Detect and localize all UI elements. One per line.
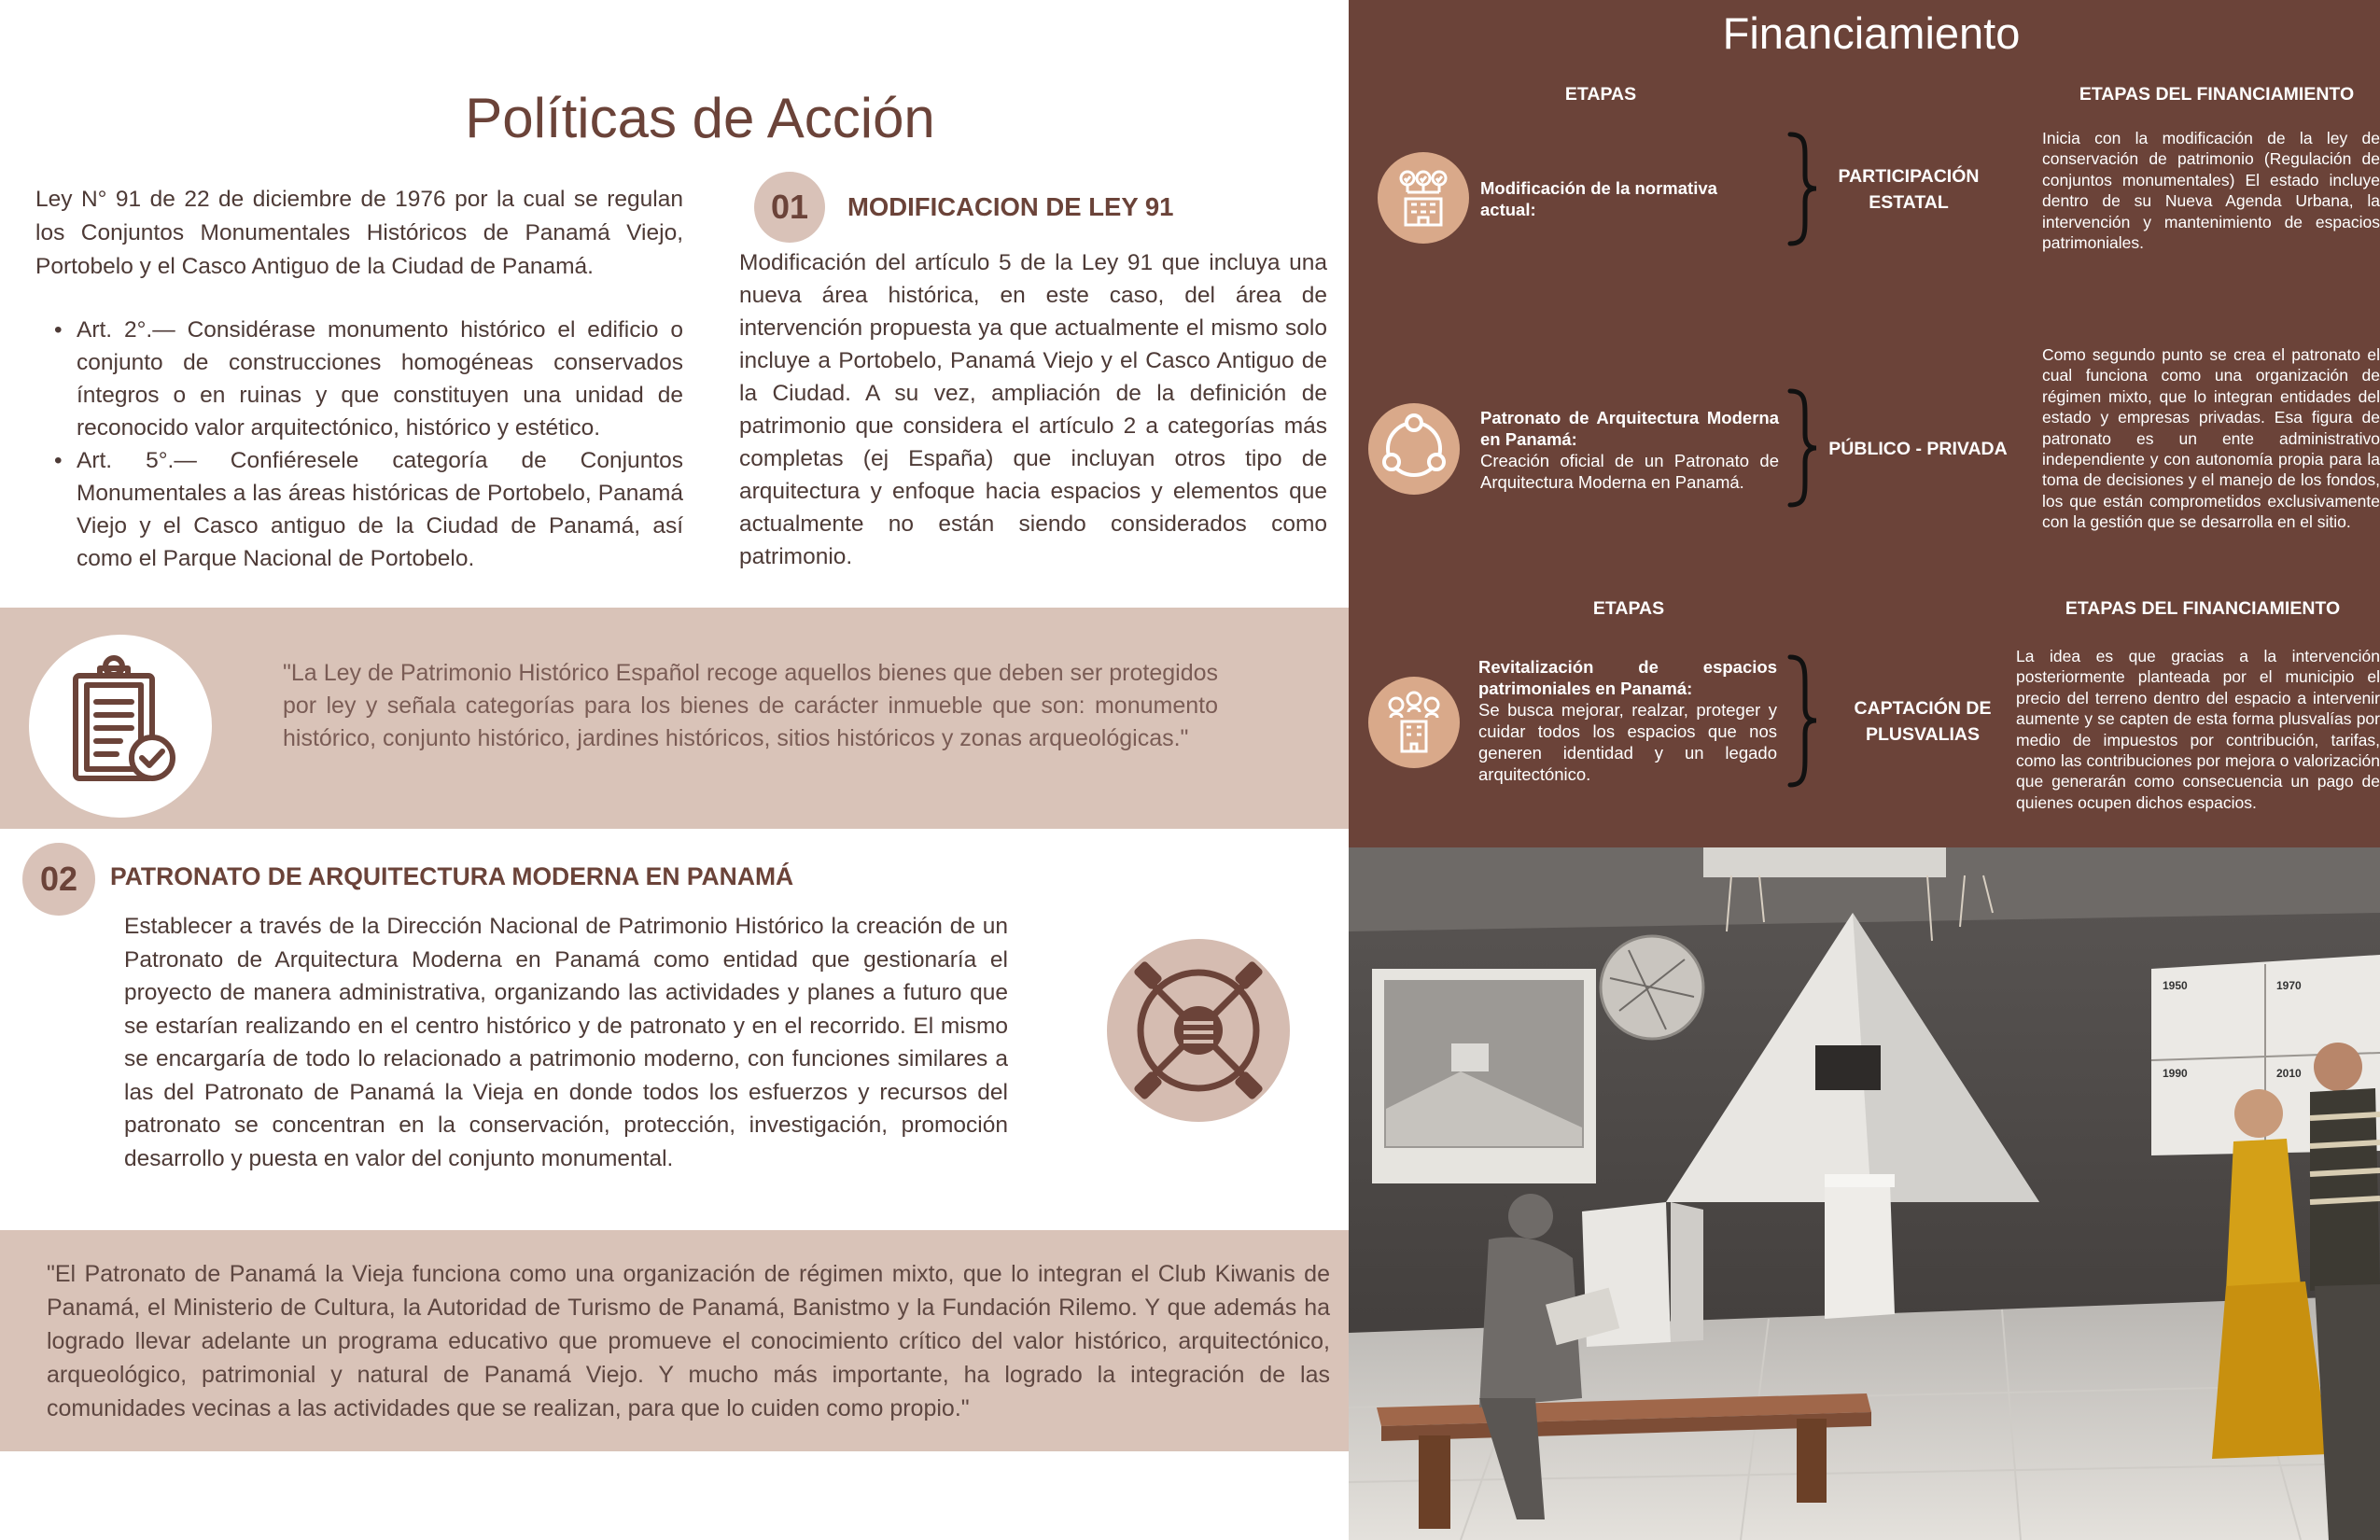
article-5-item: • Art. 5°.— Confiéresele categoría de Conjuntos Monumentales a las áreas históricas de Portobelo, Panamá Viejo y el Casco antiguo de la Ciudad de Panamá, así como el Parque Nacional de Portobelo. [54,444,683,575]
network-nodes-icon [1368,403,1460,495]
section-02-title: PATRONATO DE ARQUITECTURA MODERNA EN PANAMÁ [110,862,794,890]
panel-year-2010: 2010 [2276,1067,2302,1080]
header-stages: ETAPAS [1564,84,1637,105]
financing-description-1: Inicia con la modificación de la ley de conservación de patrimonio (Regulación de conjuntos monumentales) El estado incluye dentro de su Nueva Agenda Urbana, la intervención y mantenimiento de espacios patrimoniales. [2042,129,2380,253]
law-articles-list [54,314,683,575]
brace-icon [1783,131,1820,247]
step-1-title: Modificación de la normativa actual: [1480,178,1717,219]
step-3-subtitle: Se busca mejorar, realzar, proteger y cuidar todos los espacios que nos generen identidad y un legado arquitectónico. [1478,700,1777,784]
step-1-text [1480,177,1760,220]
mechanism-public-private: PÚBLICO - PRIVADA [1828,439,2008,459]
clipboard-icon [29,635,212,818]
financing-description-2: Como segundo punto se crea el patronato el cual funciona como una organización de régimen mixto, que lo integran entidades del estado y empresas privadas. Esa figura de patronato es un ente administrativo independiente y con autonomía propia para la toma de decisiones y el manejo de los fondos, los que están comprometidos exclusivamente con la gestión que se desarrolla en el sitio. [2042,345,2380,532]
section-02-text: Establecer a través de la Dirección Nacional de Patrimonio Histórico la creación de un Patronato de Arquitectura Moderna en Panamá como entidad que gestionaría el proyecto de manera administrativa, organizando las actividades y planes a futuro que se estarían realizando en el centro histórico y de patronato y en el recorrido. El mismo se encargaría de todo lo relacionado a patrimonio moderno, con funciones similares a las del Patronato de Panamá la Vieja en donde todos los esfuerzos y recursos del patronato se concentran en la conservación, protección, investigación, promoción desarrollo y puesta en valor del conjunto monumental. [124,914,1008,1171]
financing-description-3: La idea es que gracias a la intervención posteriormente planteada por el municipio el precio del terreno dentro del espacio a intervenir aumente y se capten de esta forma plusvalías por medio de impuestos por contribución, tarifas, como las contribuciones por mejora o valorización que generarán como consecuencia un pago de quienes ocupen dichos espacios. [2016,647,2380,812]
law-intro-text: Ley N° 91 de 22 de diciembre de 1976 por la cual se regulan los Conjuntos Monumentales Históricos de Panamá Viejo, Portobelo y el Casco Antiguo de la Ciudad de Panamá. [35,187,683,279]
section-01-title: MODIFICACION DE LEY 91 [847,192,1174,221]
quote-patronato-panama-viejo: "El Patronato de Panamá la Vieja funciona como una organización de régimen mixto, que lo integran el Club Kiwanis de Panamá, el Ministerio de Cultura, la Autoridad de Turismo de Panamá, Banistmo y la Fundación Rilemo. Y que además ha logrado llevar adelante un programa educativo que promueve el conocimiento crítico del valor histórico, arquitectónico, arqueológico, patrimonial y natural de Panamá Viejo. Y mucho más importante, ha logrado la integración de las comunidades vecinas a las actividades que se realizan, para que lo cuiden como propio." [47,1261,1330,1421]
panel-year-1950: 1950 [2163,979,2188,992]
step-2-text [1480,407,1779,493]
financing-title: Financiamiento [1722,8,2021,58]
article-2-item: • Art. 2°.— Considérase monumento histórico el edificio o conjunto de construcciones homogéneas conservados íntegros o en ruinas y que constituyen una unidad de reconocido valor arquitectónico, histórico y estético. [54,314,683,444]
brace-icon [1783,653,1820,789]
header-financing-stages-2: ETAPAS DEL FINANCIAMIENTO [2065,598,2341,619]
mechanism-capture-plusvalias: CAPTACIÓN DE PLUSVALIAS [1854,698,1992,745]
header-financing-stages: ETAPAS DEL FINANCIAMIENTO [2079,84,2355,105]
section-01-badge: 01 [754,172,825,243]
community-building-icon [1368,677,1460,768]
step-3-text [1478,656,1777,785]
exhibition-render-image [1349,847,2380,1540]
header-stages-2: ETAPAS [1592,598,1665,619]
mechanism-state-participation: PARTICIPACIÓN ESTATAL [1838,166,1980,213]
page-title: Políticas de Acción [465,87,935,149]
step-2-title: Patronato de Arquitectura Moderna en Panamá: [1480,408,1779,449]
panel-year-1970: 1970 [2276,979,2302,992]
step-2-subtitle: Creación oficial de un Patronato de Arquitectura Moderna en Panamá. [1480,451,1779,492]
brace-icon [1783,387,1820,509]
section-02-badge: 02 [22,843,95,916]
panel-year-1990: 1990 [2163,1067,2188,1080]
handshake-icon [1107,939,1290,1122]
section-01-text: Modificación del artículo 5 de la Ley 91 que incluya una nueva área histórica, en este caso, del área de intervención propuesta ya que actualmente el mismo solo incluye a Portobelo, Panamá Viejo y el Casco Antiguo de la Ciudad. A su vez, ampliación de la definición de patrimonio que considera el artículo 2 a categorías más completas (ej España) que incluyan otros tipo de arquitectura y enfoque hacia espacios y elementos que actualmente no están siendo considerados como patrimonio. [739,250,1327,569]
step-3-title: Revitalización de espacios patrimoniales en Panamá: [1478,657,1777,698]
building-checklist-icon [1378,152,1469,244]
quote-spain-heritage: "La Ley de Patrimonio Histórico Español recoge aquellos bienes que deben ser protegidos por ley y señala categorías para los bienes de carácter inmueble que son: monumento histórico, conjunto histórico, jardines históricos, sitios históricos y zonas arqueológicas." [283,660,1218,751]
